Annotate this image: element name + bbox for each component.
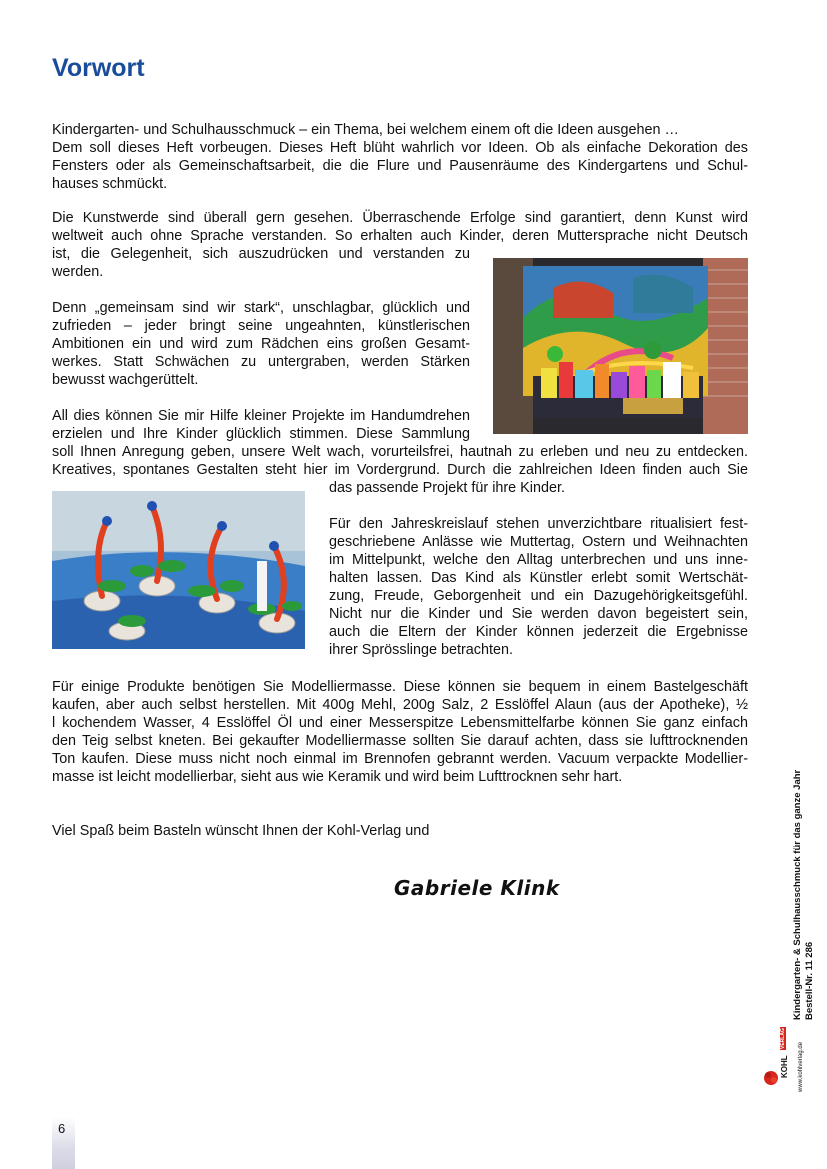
text-line: kaufen, aber auch selbst herstellen. Mit 400g Mehl, 200g Salz, 2 Esslöffel Alaun (aus der Apotheke), ½ [52, 697, 748, 713]
publisher-logo [762, 1024, 812, 1094]
text-line: werkes. Statt Schwächen zu untergraben, werden Stärken [52, 354, 470, 370]
text-line: soll Ihnen Anregung geben, unsere Welt wach, vorurteilsfrei, hautnah zu erleben und neu zu entdecken. [52, 444, 748, 460]
paragraph-yearcycle [329, 515, 748, 659]
photo-plants [52, 491, 305, 649]
text-line: Ton kaufen. Diese muss nicht noch einmal im Brennofen gebrannt werden. Vacuum verpackte Modellier- [52, 751, 748, 767]
side-title: Kindergarten- & Schulhausschmuck für das ganze Jahr [792, 769, 803, 1020]
text-line: ist, die Gelegenheit, sich auszudrücken und verstanden zu [52, 246, 470, 262]
text-line: Viel Spaß beim Basteln wünscht Ihnen der Kohl-Verlag und [52, 823, 430, 839]
paragraph-projects-b [52, 443, 748, 479]
text-line: werden. [52, 264, 104, 280]
text-line: hauses schmückt. [52, 176, 168, 192]
signature: Gabriele Klink [394, 876, 560, 900]
text-line: auch die Eltern der Kinder können jederzeit die Ergebnisse [329, 624, 748, 640]
text-line: geschriebene Anlässe wie Muttertag, Ostern und Weihnachten [329, 534, 748, 550]
website-url: www.kohlverlag.de [798, 1041, 804, 1092]
paragraph-together [52, 299, 470, 389]
text-line: l kochendem Wasser, 4 Esslöffel Öl und einer Messerspitze Lebensmittelfarbe können Sie ganz einfach [52, 715, 748, 731]
text-line: im Mittelpunkt, welche den Alltag unterbrechen und uns inne- [329, 552, 748, 568]
page-number: 6 [58, 1121, 66, 1136]
text-line: Für einige Produkte benötigen Sie Modelliermasse. Diese können sie bequem in einem Bastelgeschäft [52, 679, 748, 695]
logo-name: KOHL [780, 1055, 789, 1078]
text-line: zufrieden – jeder bringt seine ungeahnten, künstlerischen [52, 318, 470, 334]
text-line: Denn „gemeinsam sind wir stark“, unschlagbar, glücklich und [52, 300, 470, 316]
paragraph-intro [52, 121, 748, 193]
text-line: halten lassen. Das Kind als Künstler erlebt somit Wertschät- [329, 570, 748, 586]
text-line: das passende Projekt für ihre Kinder. [329, 480, 565, 496]
text-line: zung, Freude, Geborgenheit und ein Dazugehörigkeitsgefühl. [329, 588, 748, 604]
text-line: Fensters oder als Gemeinschaftsarbeit, die die Flure und Pausenräume des Kindergartens und Schul- [52, 158, 748, 174]
text-line: Für den Jahreskreislauf stehen unverzichtbare ritualisiert fest- [329, 516, 748, 532]
cabbage-icon [762, 1068, 780, 1088]
text-line: masse ist leicht modellierbar, sieht aus wie Keramik und wird beim Lufttrocknen sehr hart. [52, 769, 623, 785]
logo-badge: VERLAG [780, 1028, 786, 1049]
text-line: bewusst wachgerüttelt. [52, 372, 199, 388]
text-line: erzielen und Ihre Kinder glücklich stimmen. Diese Sammlung [52, 426, 470, 442]
page-title: Vorwort [52, 54, 145, 82]
text-line: All dies können Sie mir Hilfe kleiner Projekte im Handumdrehen [52, 408, 470, 424]
text-line: Die Kunstwerde sind überall gern gesehen. Überraschende Erfolge sind garantiert, denn Kunst wird [52, 210, 748, 226]
paragraph-modelling [52, 678, 748, 786]
text-line: Kreatives, spontanes Gestalten steht hier im Vordergrund. Durch die zahlreichen Ideen finden auch Sie [52, 462, 748, 478]
paragraph-projects-a [52, 407, 470, 443]
text-line: Nicht nur die Kinder und Sie werden davon begeistert sein, [329, 606, 748, 622]
text-line: den Teig selbst kneten. Bei gekaufter Modelliermasse sollten Sie darauf achten, dass sie lufttrocknenden [52, 733, 748, 749]
side-title-block [792, 770, 816, 1020]
text-line: weltweit auch ohne Sprache verstanden. So erhalten auch Kinder, deren Muttersprache nicht Deutsch [52, 228, 748, 244]
text-line: Dem soll dieses Heft vorbeugen. Dieses Heft blüht wahrlich vor Ideen. Ob als einfache Dekoration des [52, 140, 748, 156]
text-line: ihrer Sprösslinge betrachten. [329, 642, 513, 658]
text-line: Ambitionen ein und wird zum Rädchen eins großen Gesamt- [52, 336, 470, 352]
text-line: Kindergarten- und Schulhausschmuck – ein Thema, bei welchem einem oft die Ideen ausgehen … [52, 122, 679, 138]
photo-mural [493, 258, 748, 434]
paragraph-projects-c [329, 479, 748, 497]
paragraph-closing [52, 822, 748, 840]
side-order-number: Bestell-Nr. 11 286 [804, 941, 815, 1020]
